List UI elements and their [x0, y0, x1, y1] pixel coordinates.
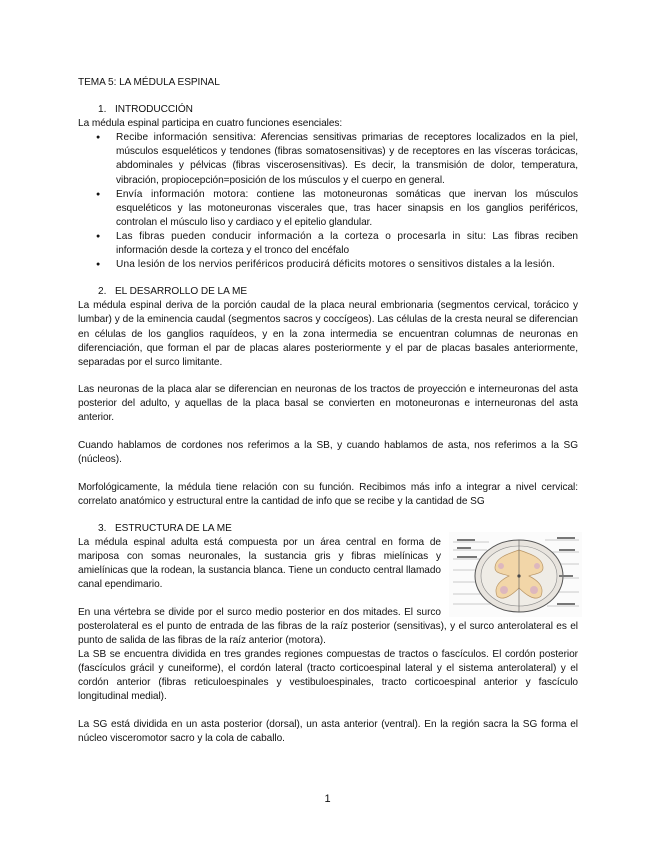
- bullet-lead: Una lesión de los nervios periféricos producirá déficits motores o sensitivos distales a la lesión.: [116, 259, 555, 271]
- paragraph: La médula espinal deriva de la porción caudal de la placa neural embrionaria (segmentos cervical, torácico y lumbar) y de la eminencia caudal (segmentos sacros y coccígeos). Las células de la cresta neural se diferencian en células de los ganglios raquídeos, y en la zona intermedia se encuentran columnas de neuronas en diferenciación, que forman el par de placas alares posteriormente y el par de placas basales anteriormente, separadas por el surco limitante.: [78, 300, 578, 368]
- paragraph: Cuando hablamos de cordones nos referimos a la SB, y cuando hablamos de asta, nos referimos a la SG (núcleos).: [78, 440, 578, 466]
- list-item: [96, 131, 578, 187]
- paragraph: Las neuronas de la placa alar se diferencian en neuronas de los tractos de proyección e interneuronas del asta posterior del adulto, y aquellas de la placa basal se convierten en motoneuronas e interneuronas del asta anterior.: [78, 384, 578, 424]
- paragraph: La médula espinal adulta está compuesta por un área central en forma de mariposa con somas neuronales, la sustancia gris y fibras mielínicas y amielínicas que la rodean, la sustancia blanca. Tiene un conducto central llamado canal ependimario.: [78, 537, 441, 591]
- section-title: INTRODUCCIÓN: [115, 104, 193, 116]
- section-title: ESTRUCTURA DE LA ME: [115, 522, 232, 534]
- list-item: [96, 258, 578, 272]
- paragraph: En una vértebra se divide por el surco medio posterior en dos mitades. El surco posterolateral es el punto de entrada de las fibras de la raíz posterior (sensitivas), y el surco anterolateral es el punto de salida de las fibras de la raíz anterior (motora).: [78, 606, 578, 647]
- section-heading-introduccion: [78, 103, 578, 117]
- list-item: [96, 188, 578, 230]
- functions-list: [78, 131, 578, 272]
- page-number: 1: [324, 793, 331, 805]
- bullet-lead: Recibe información sensitiva:: [116, 132, 257, 144]
- spacer: [78, 509, 578, 522]
- page-content: [78, 76, 578, 746]
- paragraph: La SB se encuentra dividida en tres grandes regiones compuestas de tractos o fascículos. El cordón posterior (fascículos grácil y cuneiforme), el cordón lateral (tracto corticoespinal lateral y el sistema anterolateral) y el cordón anterior (fibras reticuloespinales y vestibuloespinales, tracto corticoespinal anterior y fascículo longitudinal medial).: [78, 649, 578, 703]
- bullet-text: Aferencias sensitivas primarias de receptores localizados en la piel, músculos esqueléticos y tendones (fibras somatosensitivas) y de receptores en las vísceras torácicas, abdominales y pélvicas (fibras viscerosensitivas). Es decir, la transmisión de dolor, temperatura, vibración, propiocepción=posición de los músculos y el cuerpo en general.: [116, 132, 578, 186]
- section-number: 3.: [98, 522, 107, 534]
- bullet-lead: Envía información motora:: [116, 188, 249, 200]
- document-title: TEMA 5: LA MÉDULA ESPINAL: [78, 77, 220, 88]
- bullet-text: contiene las motoneuronas somáticas que inervan los músculos esqueléticos y las motoneuronas viscerales que, tras hacer sinapsis en los ganglios periféricos, controlan el músculo liso y cardiaco y el epitelio glandular.: [116, 188, 578, 228]
- section-number: 1.: [98, 104, 107, 116]
- spinal-cord-cross-section-figure: [449, 532, 582, 617]
- list-item: [96, 230, 578, 258]
- bullet-text: Las fibras reciben información desde la corteza y el tronco del encéfalo: [116, 230, 578, 257]
- spacer: [78, 272, 578, 285]
- paragraph: La SG está dividida en un asta posterior (dorsal), un asta anterior (ventral). En la región sacra la SG forma el núcleo visceromotor sacro y la cola de caballo.: [78, 719, 578, 745]
- section-title: EL DESARROLLO DE LA ME: [115, 286, 248, 298]
- section-heading-desarrollo: [78, 285, 578, 299]
- paragraph: Morfológicamente, la médula tiene relación con su función. Recibimos más info a integrar a nivel cervical: correlato anatómico y estructural entre la cantidad de info que se recibe y la cantidad de SG: [78, 481, 578, 507]
- section-intro: La médula espinal participa en cuatro funciones esenciales:: [78, 118, 343, 130]
- bullet-lead: Las fibras pueden conducir información a la corteza o procesarla in situ:: [116, 230, 487, 242]
- section-number: 2.: [98, 286, 107, 298]
